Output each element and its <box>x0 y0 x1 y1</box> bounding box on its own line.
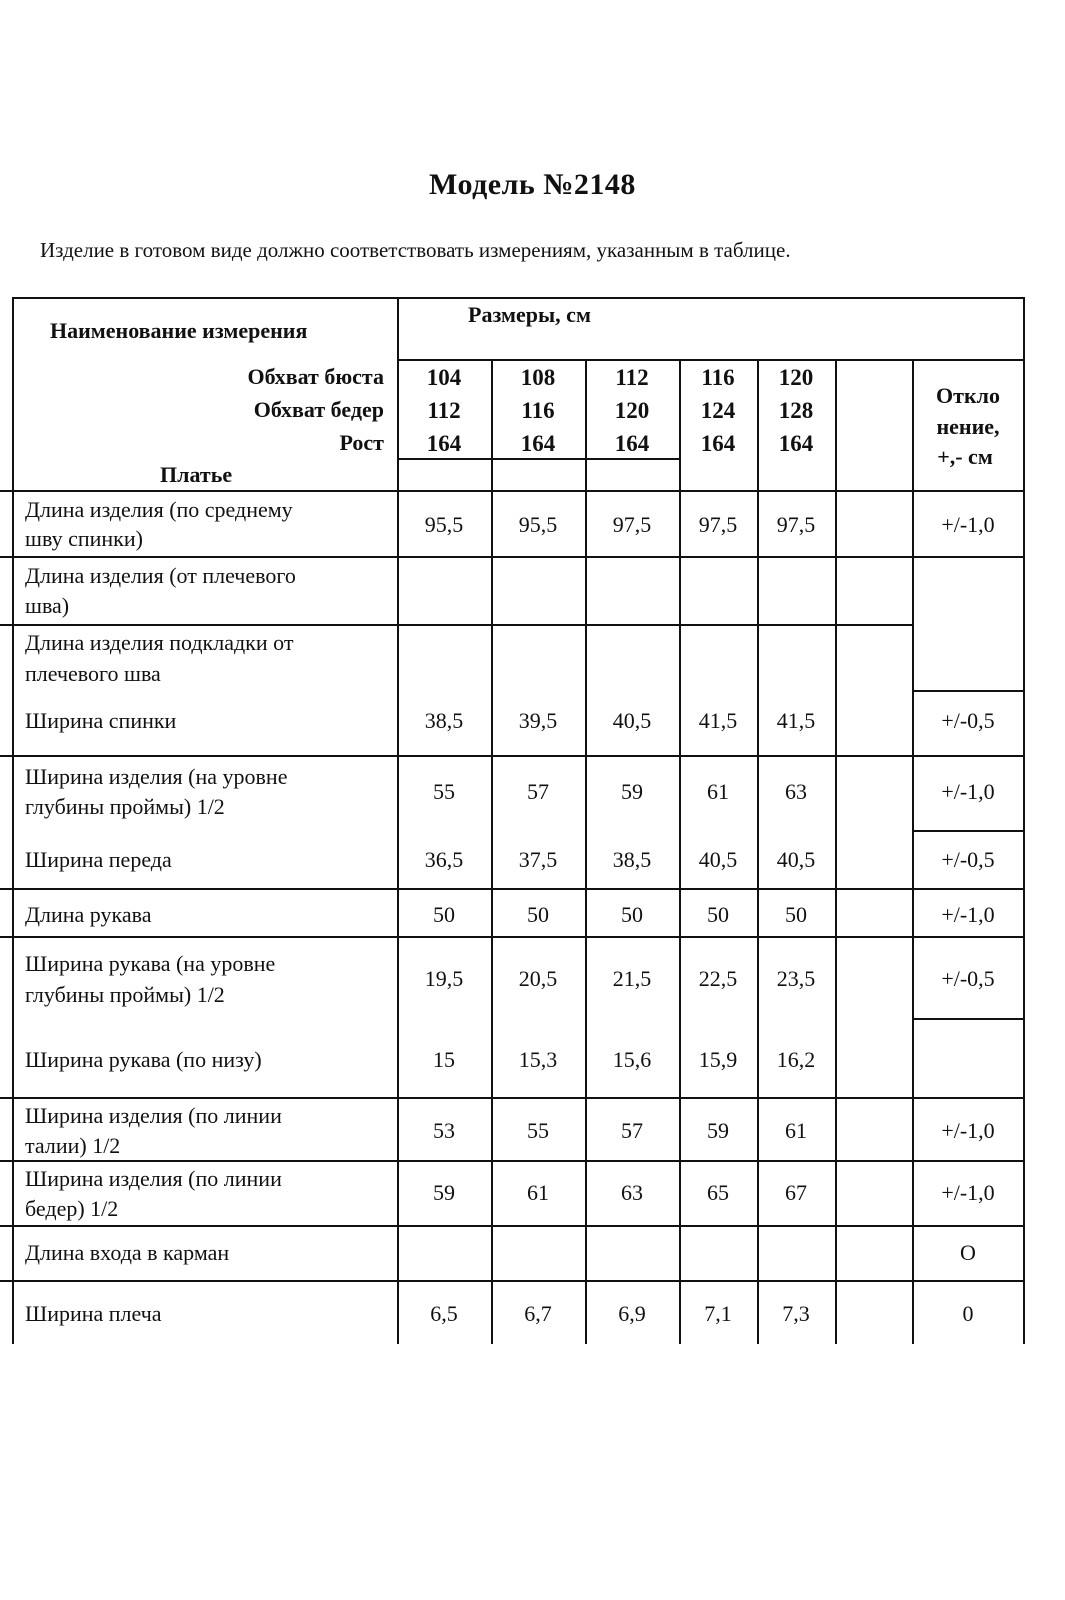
page-subtitle: Изделие в готовом виде должно соответствовать измерениям, указанным в таблице. <box>40 238 791 262</box>
measurement-name: Ширина изделия (на уровне <box>25 764 288 789</box>
hips-size-value: 112 <box>427 398 461 423</box>
deviation-row-divider <box>912 490 1025 492</box>
height-size-value: 164 <box>520 431 556 456</box>
measurement-name: Длина изделия (от плечевого <box>25 563 296 588</box>
size-value: 97,5 <box>698 512 738 537</box>
measurement-name: Ширина спинки <box>25 708 177 733</box>
size-value: 6,9 <box>618 1301 646 1326</box>
measurement-name: Ширина изделия (по линии <box>25 1103 282 1128</box>
size-value: 95,5 <box>424 512 464 537</box>
deviation-row-divider <box>912 1280 1025 1282</box>
deviation-row-divider <box>912 1160 1025 1162</box>
deviation-row-divider <box>912 830 1025 832</box>
size-value: 40,5 <box>698 847 738 872</box>
size-value: 55 <box>433 779 455 804</box>
measurement-name: Длина входа в карман <box>25 1240 230 1265</box>
deviation-header-3: +,- см <box>937 444 993 469</box>
size-value: 55 <box>527 1118 549 1143</box>
table-row-divider <box>0 936 913 938</box>
bust-label: Обхват бюста <box>247 364 384 389</box>
size-value: 65 <box>707 1180 729 1205</box>
size-value: 7,1 <box>704 1301 732 1326</box>
table-row-divider <box>0 755 913 757</box>
size-value: 59 <box>621 779 643 804</box>
size-value: 37,5 <box>518 847 558 872</box>
size-value: 67 <box>785 1180 807 1205</box>
size-value: 15,3 <box>518 1047 558 1072</box>
height-size-value: 164 <box>426 431 462 456</box>
hips-label: Обхват бедер <box>253 397 384 422</box>
deviation-row-divider <box>912 1097 1025 1099</box>
deviation-header-2: нение, <box>936 414 1000 439</box>
measurement-name-cont: шва) <box>25 593 70 618</box>
size-value: 7,3 <box>782 1301 810 1326</box>
size-value: 63 <box>785 779 807 804</box>
table-row-divider <box>0 556 913 558</box>
table-row-divider <box>0 1097 913 1099</box>
size-value: 61 <box>707 779 729 804</box>
deviation-value: +/-1,0 <box>941 902 995 927</box>
size-value: 38,5 <box>612 847 652 872</box>
size-value: 40,5 <box>612 708 652 733</box>
table-top-border <box>12 297 1025 299</box>
deviation-value: +/-1,0 <box>941 779 995 804</box>
hips-size-value: 120 <box>614 398 650 423</box>
deviation-row-divider <box>912 1018 1025 1020</box>
bust-size-value: 112 <box>615 365 649 390</box>
deviation-row-divider <box>912 936 1025 938</box>
size-value: 15,9 <box>698 1047 738 1072</box>
column-divider <box>835 359 837 1344</box>
size-value: 50 <box>433 902 455 927</box>
size-value: 15 <box>433 1047 455 1072</box>
bust-size-value: 120 <box>778 365 814 390</box>
size-value: 59 <box>433 1180 455 1205</box>
height-size-value: 164 <box>778 431 814 456</box>
size-value: 6,5 <box>430 1301 458 1326</box>
size-value: 19,5 <box>424 966 464 991</box>
deviation-value: +/-0,5 <box>941 708 995 733</box>
hips-size-value: 124 <box>700 398 736 423</box>
table-left-border <box>12 297 14 1344</box>
size-value: 41,5 <box>698 708 738 733</box>
measurement-name-cont: плечевого шва <box>25 661 161 686</box>
size-value: 40,5 <box>776 847 816 872</box>
measurement-name: Ширина переда <box>25 847 172 872</box>
size-value: 57 <box>527 779 549 804</box>
measurement-name-cont: глубины проймы) 1/2 <box>25 982 225 1007</box>
size-value: 57 <box>621 1118 643 1143</box>
deviation-row-divider <box>912 1225 1025 1227</box>
deviation-value: +/-1,0 <box>941 1118 995 1143</box>
garment-label: Платье <box>160 462 233 487</box>
bust-size-value: 116 <box>701 365 735 390</box>
sizes-header: Размеры, см <box>468 302 591 327</box>
size-value: 61 <box>527 1180 549 1205</box>
measure-name-header: Наименование измерения <box>50 318 308 343</box>
size-value: 50 <box>621 902 643 927</box>
size-value: 50 <box>527 902 549 927</box>
deviation-value: +/-1,0 <box>941 1180 995 1205</box>
table-row-divider <box>0 1280 913 1282</box>
table-row-divider <box>0 1225 913 1227</box>
deviation-row-divider <box>912 690 1025 692</box>
size-value: 39,5 <box>518 708 558 733</box>
measurement-name: Ширина изделия (по линии <box>25 1166 282 1191</box>
size-value: 97,5 <box>612 512 652 537</box>
size-value: 38,5 <box>424 708 464 733</box>
size-value: 6,7 <box>524 1301 552 1326</box>
table-row-divider <box>0 624 913 626</box>
measurement-name: Ширина плеча <box>25 1301 162 1326</box>
size-value: 50 <box>707 902 729 927</box>
table-row-divider <box>0 490 913 492</box>
size-value: 41,5 <box>776 708 816 733</box>
deviation-value: +/-1,0 <box>941 512 995 537</box>
size-value: 59 <box>707 1118 729 1143</box>
measurement-name: Длина изделия (по среднему <box>25 497 293 522</box>
measurement-name: Ширина рукава (по низу) <box>25 1047 262 1072</box>
hips-size-value: 128 <box>778 398 814 423</box>
measurement-name-cont: талии) 1/2 <box>25 1133 121 1158</box>
deviation-value: 0 <box>962 1301 974 1326</box>
measurement-name: Длина рукава <box>25 902 152 927</box>
size-value: 23,5 <box>776 966 816 991</box>
deviation-value: +/-0,5 <box>941 966 995 991</box>
size-value: 36,5 <box>424 847 464 872</box>
deviation-row-divider <box>912 755 1025 757</box>
size-value: 61 <box>785 1118 807 1143</box>
deviation-header-1: Откло <box>936 383 1000 408</box>
size-value: 53 <box>433 1118 455 1143</box>
size-value: 20,5 <box>518 966 558 991</box>
measurement-name: Длина изделия подкладки от <box>25 630 294 655</box>
page-title: Модель №2148 <box>429 168 636 201</box>
size-value: 95,5 <box>518 512 558 537</box>
deviation-row-divider <box>912 888 1025 890</box>
size-value: 50 <box>785 902 807 927</box>
size-value: 21,5 <box>612 966 652 991</box>
measurement-name: Ширина рукава (на уровне <box>25 951 276 976</box>
table-row-divider <box>0 1160 913 1162</box>
table-row-divider <box>0 888 913 890</box>
size-value: 63 <box>621 1180 643 1205</box>
size-value: 16,2 <box>776 1047 816 1072</box>
size-value: 97,5 <box>776 512 816 537</box>
size-value: 15,6 <box>612 1047 652 1072</box>
deviation-value: +/-0,5 <box>941 847 995 872</box>
deviation-value: О <box>960 1240 976 1265</box>
height-label: Рост <box>339 430 384 455</box>
height-size-value: 164 <box>614 431 650 456</box>
bust-size-value: 104 <box>426 365 462 390</box>
measurement-name-cont: шву спинки) <box>25 526 143 551</box>
deviation-row-divider <box>912 556 1025 558</box>
hips-size-value: 116 <box>521 398 555 423</box>
height-size-value: 164 <box>700 431 736 456</box>
measurement-name-cont: глубины проймы) 1/2 <box>25 794 225 819</box>
bust-size-value: 108 <box>520 365 556 390</box>
measurement-name-cont: бедер) 1/2 <box>25 1196 119 1221</box>
size-value: 22,5 <box>698 966 738 991</box>
